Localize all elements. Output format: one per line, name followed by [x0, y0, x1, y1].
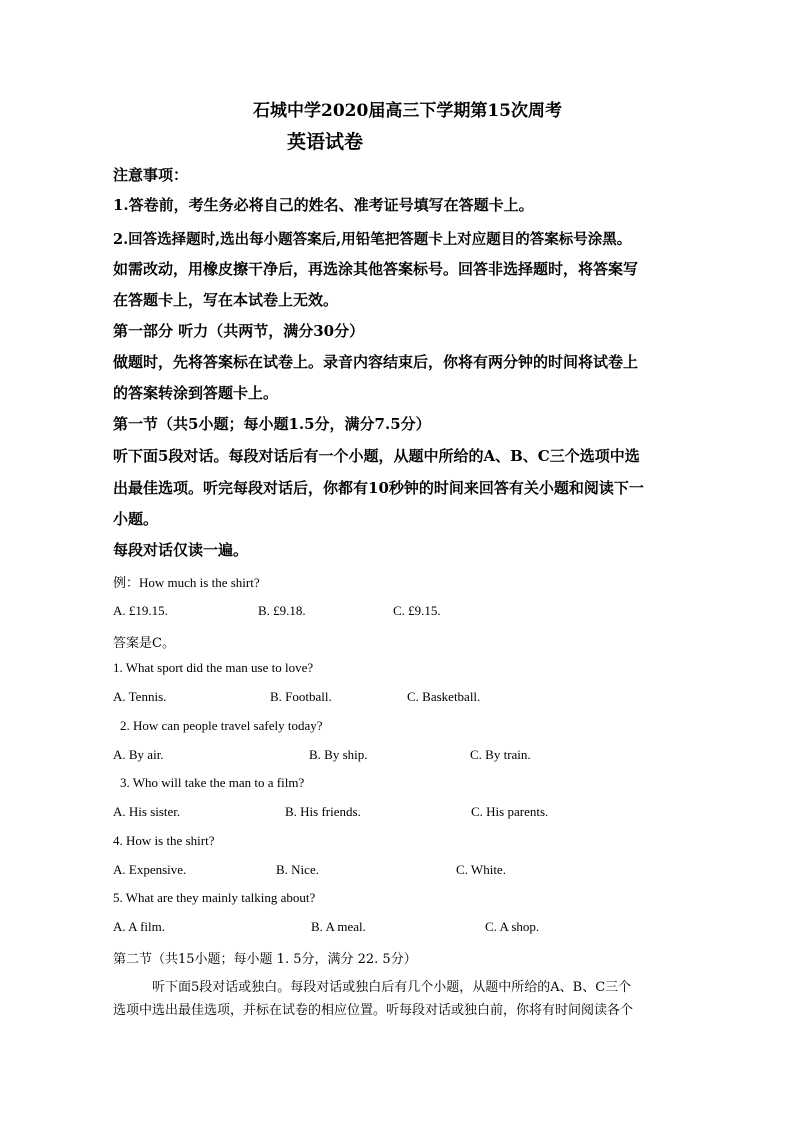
part1-intro-line-2: 的答案转涂到答题卡上。 [113, 384, 279, 402]
part1-intro-line-1: 做题时，先将答案标在试卷上。录音内容结束后，你将有两分钟的时间将试卷上 [113, 353, 639, 371]
exam-title: 石城中学2020届高三下学期第15次周考 [253, 101, 562, 121]
notes-heading: 注意事项： [113, 166, 189, 184]
part1-heading: 第一部分 听力（共两节，满分30分） [113, 322, 365, 340]
question-4-option-b: B. Nice. [276, 862, 319, 877]
section1-intro-line-4: 每段对话仅读一遍。 [113, 541, 249, 559]
notes-item-2-line-3: 在答题卡上，写在本试卷上无效。 [113, 291, 339, 309]
question-1-option-c: C. Basketball. [407, 689, 481, 704]
section2-heading: 第二节（共15小题；每小题 1. 5分，满分 22. 5分） [113, 952, 417, 967]
section2-intro-line-2: 选项中选出最佳选项，并标在试卷的相应位置。听每段对话或独白前，你将有时间阅读各个 [113, 1003, 634, 1018]
notes-item-2-line-1: 2.回答选择题时,选出每小题答案后,用铅笔把答题卡上对应题目的答案标号涂黑。 [113, 231, 632, 248]
question-4-option-c: C. White. [456, 862, 506, 877]
question-4: 4. How is the shirt? [113, 833, 215, 848]
notes-item-1: 1.答卷前，考生务必将自己的姓名、准考证号填写在答题卡上。 [113, 196, 534, 214]
question-5-option-b: B. A meal. [311, 919, 366, 934]
section1-intro-line-3: 小题。 [113, 510, 159, 528]
section2-intro-line-1: 听下面5段对话或独白。每段对话或独白后有几个小题，从题中所给的A、B、C三个 [152, 980, 632, 995]
example-option-b: B. £9.18. [258, 603, 306, 618]
question-2-option-b: B. By ship. [309, 747, 368, 762]
notes-item-2-line-2: 如需改动，用橡皮擦干净后，再选涂其他答案标号。回答非选择题时，将答案写 [113, 260, 639, 278]
question-1-option-a: A. Tennis. [113, 689, 167, 704]
example-answer: 答案是C。 [113, 636, 175, 651]
section1-heading: 第一节（共5小题；每小题1.5分，满分7.5分） [113, 415, 431, 433]
question-3: 3. Who will take the man to a film? [120, 775, 305, 790]
question-3-option-b: B. His friends. [285, 804, 361, 819]
question-5-option-a: A. A film. [113, 919, 166, 934]
question-2-option-c: C. By train. [470, 747, 531, 762]
question-3-option-c: C. His parents. [471, 804, 549, 819]
question-3-option-a: A. His sister. [113, 804, 181, 819]
example-option-c: C. £9.15. [393, 603, 441, 618]
question-2: 2. How can people travel safely today? [120, 718, 323, 733]
section1-intro-line-2: 出最佳选项。听完每段对话后，你都有10秒钟的时间来回答有关小题和阅读下一 [113, 479, 644, 497]
question-2-option-a: A. By air. [113, 747, 164, 762]
exam-subtitle: 英语试卷 [287, 131, 364, 153]
example-question: 例：How much is the shirt? [113, 575, 260, 590]
question-1-option-b: B. Football. [270, 689, 332, 704]
example-option-a: A. £19.15. [113, 603, 168, 618]
question-5-option-c: C. A shop. [485, 919, 540, 934]
section1-intro-line-1: 听下面5段对话。每段对话后有一个小题，从题中所给的A、B、C三个选项中选 [113, 447, 640, 465]
question-4-option-a: A. Expensive. [113, 862, 187, 877]
question-1: 1. What sport did the man use to love? [113, 660, 314, 675]
question-5: 5. What are they mainly talking about? [113, 890, 316, 905]
